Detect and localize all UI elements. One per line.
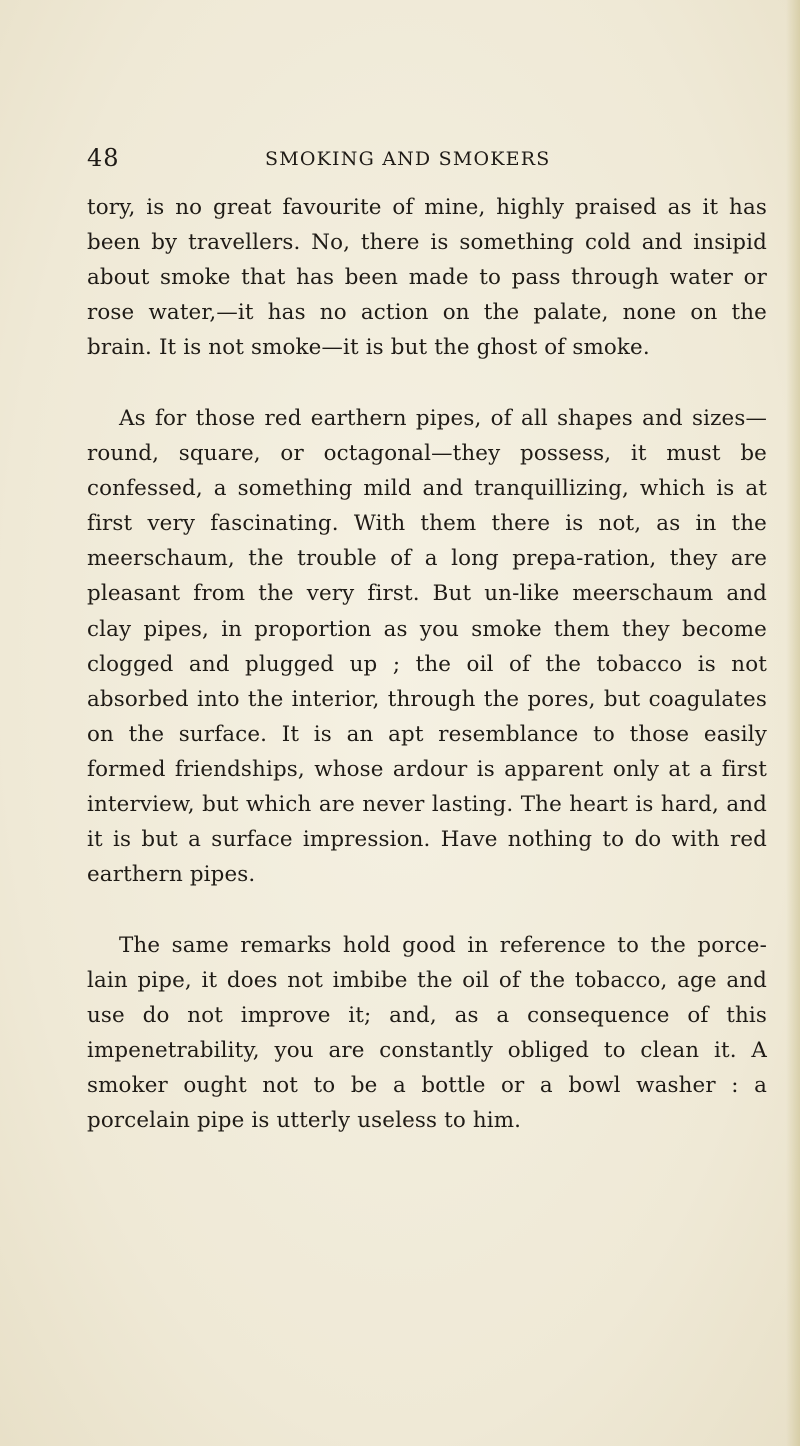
running-head: SMOKING AND SMOKERS	[265, 148, 551, 170]
paragraph-continuation: tory, is no great favourite of mine, highly praised as it has been by travellers. No, there is something cold and insipid about smoke that has been made to pass through water or rose water,—it has no action on the palate, none on the brain. It is not smoke—it is but the ghost of smoke.	[87, 195, 767, 361]
page-header	[87, 144, 707, 178]
paragraph-porcelain-pipe: The same remarks hold good in reference to the porce-lain pipe, it does not imbibe the oil of the tobacco, age and use do not improve it; and, as a consequence of this impenetrability, you are constantly obliged to clean it. A smoker ought not to be a bottle or a bowl washer : a porcelain pipe is utterly useless to him.	[87, 932, 767, 1134]
body-text	[87, 190, 767, 1410]
paragraph-gap	[87, 365, 767, 401]
page-number: 48	[87, 144, 120, 172]
page-edge-shading	[786, 0, 800, 1446]
paragraph-red-earthern-pipes: As for those red earthern pipes, of all shapes and sizes—round, square, or octagonal—they possess, it must be confessed, a something mild and tranquillizing, which is at first very fascinating. With them there is not, as in the meerschaum, the trouble of a long prepa-ration, they are pleasant from the very first. But un-like meerschaum and clay pipes, in proportion as you smoke them they become clogged and plugged up ; the oil of the tobacco is not absorbed into the interior, through the pores, but coagulates on the surface. It is an apt resemblance to those easily formed friendships, whose ardour is apparent only at a first interview, but which are never lasting. The heart is hard, and it is but a surface impression. Have nothing to do with red earthern pipes.	[87, 406, 767, 887]
paragraph-gap	[87, 892, 767, 928]
